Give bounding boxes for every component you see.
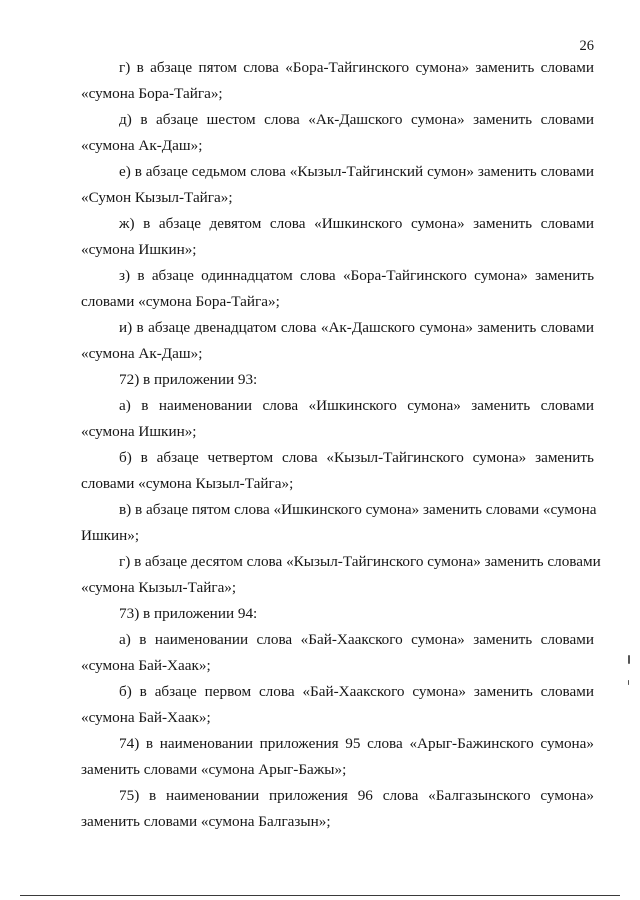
paragraph [81,497,597,549]
paragraph-line: словами «сумона Бора-Тайга»; [81,293,280,310]
paragraph [81,159,594,211]
paragraph-line: «сумона Бай-Хаак»; [81,657,211,674]
paragraph-line: «сумона Ак-Даш»; [81,137,203,154]
scan-artifact [628,655,630,664]
paragraph-line: Ишкин»; [81,527,140,544]
paragraph [81,393,594,445]
paragraph [81,549,601,601]
paragraph-first-line: 74) в наименовании приложения 95 слова «Арыг-Бажинского сумона» [119,735,594,752]
paragraph-first-line: ж) в абзаце девятом слова «Ишкинского сумона» заменить словами [119,215,594,232]
paragraph-line: «сумона Ак-Даш»; [81,345,203,362]
paragraph-line: заменить словами «сумона Балгазын»; [81,813,331,830]
paragraph-line: словами «сумона Кызыл-Тайга»; [81,475,294,492]
paragraph-line: «сумона Ишкин»; [81,241,197,258]
paragraph-line: «сумона Ишкин»; [81,423,197,440]
paragraph [81,367,594,393]
paragraph [81,263,594,315]
paragraph [81,679,594,731]
paragraph [81,627,594,679]
paragraph-line: «Сумон Кызыл-Тайга»; [81,189,233,206]
document-body [81,55,601,835]
paragraph-first-line: 72) в приложении 93: [119,371,258,388]
paragraph-line: «сумона Кызыл-Тайга»; [81,579,237,596]
paragraph-first-line: б) в абзаце четвертом слова «Кызыл-Тайгинского сумона» заменить [119,449,594,466]
paragraph-line: «сумона Бора-Тайга»; [81,85,223,102]
paragraph [81,107,594,159]
paragraph-first-line: д) в абзаце шестом слова «Ак-Дашского сумона» заменить словами [119,111,594,128]
paragraph-first-line: г) в абзаце пятом слова «Бора-Тайгинского сумона» заменить словами [119,59,594,76]
paragraph-first-line: а) в наименовании слова «Ишкинского сумона» заменить словами [119,397,594,414]
paragraph [81,315,594,367]
paragraph-first-line: б) в абзаце первом слова «Бай-Хаакского сумона» заменить словами [119,683,594,700]
page-number: 26 [579,38,594,54]
paragraph [81,445,594,497]
paragraph [81,601,594,627]
scan-artifact [628,680,629,685]
paragraph [81,55,594,107]
paragraph-first-line: и) в абзаце двенадцатом слова «Ак-Дашского сумона» заменить словами [119,319,594,336]
paragraph [81,783,594,835]
paragraph [81,211,594,263]
paragraph-first-line: е) в абзаце седьмом слова «Кызыл-Тайгинский сумон» заменить словами [119,163,594,180]
paragraph [81,731,594,783]
paragraph-first-line: а) в наименовании слова «Бай-Хаакского сумона» заменить словами [119,631,594,648]
paragraph-line: заменить словами «сумона Арыг-Бажы»; [81,761,347,778]
paragraph-first-line: 73) в приложении 94: [119,605,258,622]
paragraph-line: «сумона Бай-Хаак»; [81,709,211,726]
footer-rule [20,895,620,896]
paragraph-first-line: 75) в наименовании приложения 96 слова «Балгазынского сумона» [119,787,594,804]
paragraph-first-line: г) в абзаце десятом слова «Кызыл-Тайгинского сумона» заменить словами [119,553,601,570]
paragraph-first-line: з) в абзаце одиннадцатом слова «Бора-Тайгинского сумона» заменить [119,267,594,284]
paragraph-first-line: в) в абзаце пятом слова «Ишкинского сумона» заменить словами «сумона [119,501,597,518]
